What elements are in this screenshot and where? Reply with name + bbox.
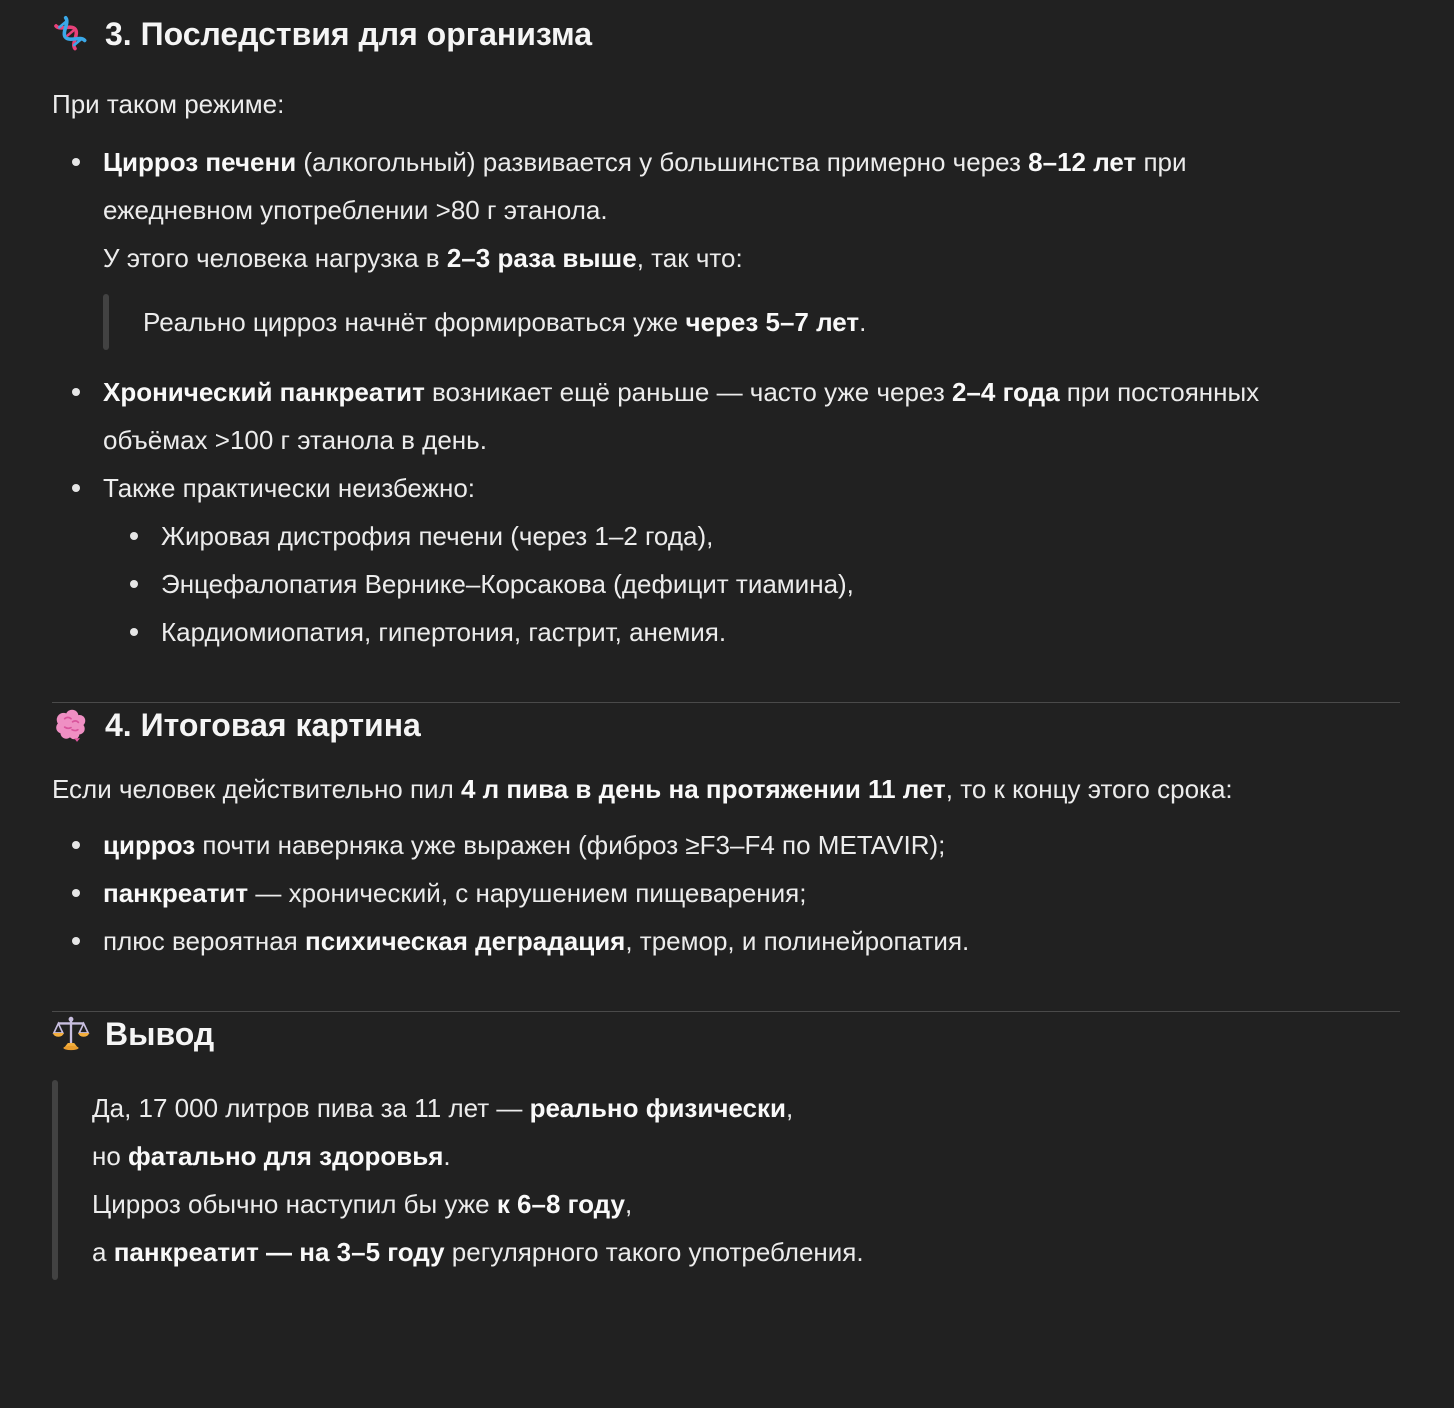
- cirrhosis-paragraph: [103, 138, 1343, 234]
- quote-line: [92, 1228, 1400, 1276]
- bold-text: 2–3 раза выше: [446, 243, 637, 273]
- bold-text: панкреатит: [103, 878, 249, 908]
- consequences-list: [52, 138, 1400, 656]
- paragraph: [103, 869, 1343, 917]
- bold-text: к 6–8 году: [496, 1189, 625, 1219]
- quote-line: [92, 1132, 1400, 1180]
- text-segment: — хронический, с нарушением пищеварения;: [248, 878, 807, 908]
- bold-text: через 5–7 лет: [685, 307, 860, 337]
- text-segment: , тремор, и полинейропатия.: [625, 926, 970, 956]
- bold-text: психическая деградация: [304, 926, 626, 956]
- text-segment: почти наверняка уже выражен (фиброз ≥F3–F4 по METAVIR);: [195, 830, 946, 860]
- inevitable-label: Также практически неизбежно:: [103, 473, 476, 503]
- text-segment: Реально цирроз начнёт формироваться уже: [143, 307, 686, 337]
- section-conclusion-heading: [52, 1012, 1400, 1056]
- bold-text: цирроз: [103, 830, 196, 860]
- bold-text: Цирроз печени: [103, 147, 297, 177]
- summary-list: [52, 821, 1400, 965]
- scales-icon: [52, 1015, 90, 1053]
- list-item-inevitable: [103, 464, 1400, 656]
- text-segment: Кардиомиопатия, гипертония, гастрит, анемия.: [161, 617, 727, 647]
- text-segment: но: [92, 1141, 129, 1171]
- text-segment: регулярного такого употребления.: [444, 1237, 864, 1267]
- bold-text: 2–4 года: [951, 377, 1060, 407]
- text-segment: ,: [786, 1093, 794, 1123]
- bold-text: 8–12 лет: [1028, 147, 1137, 177]
- section-title: Вывод: [105, 1016, 215, 1052]
- text-segment: возникает ещё раньше — часто уже через: [424, 377, 952, 407]
- text-segment: (алкогольный) развивается у большинства примерно через: [296, 147, 1029, 177]
- bold-text: панкреатит — на 3–5 году: [113, 1237, 445, 1267]
- list-item-degradation: [103, 917, 1400, 965]
- dna-icon: [52, 15, 90, 53]
- text-segment: а: [92, 1237, 114, 1267]
- section-title: 4. Итоговая картина: [105, 707, 421, 743]
- conclusion-quote: [52, 1080, 1400, 1280]
- sub-item-encephalopathy: [161, 560, 1400, 608]
- list-item-pancreatitis-summary: [103, 869, 1400, 917]
- cirrhosis-quote: [103, 294, 1400, 350]
- text-segment: при постоянных объёмах >100 г этанола в день.: [103, 377, 1260, 455]
- summary-intro: [52, 765, 1400, 813]
- inevitable-sublist: [103, 512, 1400, 656]
- text-segment: , то к концу этого срока:: [945, 774, 1233, 804]
- section-consequences-heading: [52, 12, 1400, 56]
- bold-text: фатально для здоровья: [128, 1141, 444, 1171]
- bold-text: реально физически: [529, 1093, 786, 1123]
- paragraph: [103, 821, 1343, 869]
- bold-text: 4 л пива в день на протяжении 11 лет: [460, 774, 946, 804]
- sub-item-fatty-liver: [161, 512, 1400, 560]
- text-segment: У этого человека нагрузка в: [103, 243, 447, 273]
- section-title: 3. Последствия для организма: [105, 16, 593, 52]
- bold-text: Хронический панкреатит: [103, 377, 425, 407]
- list-item-cirrhosis-summary: [103, 821, 1400, 869]
- quote-line: [92, 1180, 1400, 1228]
- text-segment: Да, 17 000 литров пива за 11 лет —: [92, 1093, 530, 1123]
- text-segment: Энцефалопатия Вернике–Корсакова (дефицит тиамина),: [161, 569, 854, 599]
- paragraph: [103, 917, 1343, 965]
- sub-item-cardiomyopathy: [161, 608, 1400, 656]
- text-segment: Цирроз обычно наступил бы уже: [92, 1189, 497, 1219]
- text-segment: ,: [624, 1189, 633, 1219]
- text-segment: Если человек действительно пил: [52, 774, 461, 804]
- list-item-pancreatitis: [103, 368, 1400, 464]
- text-segment: , так что:: [636, 243, 743, 273]
- load-paragraph: [103, 234, 1343, 282]
- pancreatitis-paragraph: [103, 368, 1343, 464]
- quote-line: [143, 298, 1400, 346]
- text-segment: при ежедневном употреблении >80 г этанола.: [103, 147, 1187, 225]
- quote-line: [92, 1084, 1400, 1132]
- text-segment: .: [443, 1141, 451, 1171]
- list-item-cirrhosis: [103, 138, 1400, 350]
- text-segment: .: [859, 307, 867, 337]
- intro-paragraph: При таком режиме:: [52, 89, 285, 119]
- section-summary-heading: [52, 703, 1400, 747]
- brain-icon: [52, 706, 90, 744]
- text-segment: плюс вероятная: [103, 926, 305, 956]
- text-segment: Жировая дистрофия печени (через 1–2 года),: [161, 521, 714, 551]
